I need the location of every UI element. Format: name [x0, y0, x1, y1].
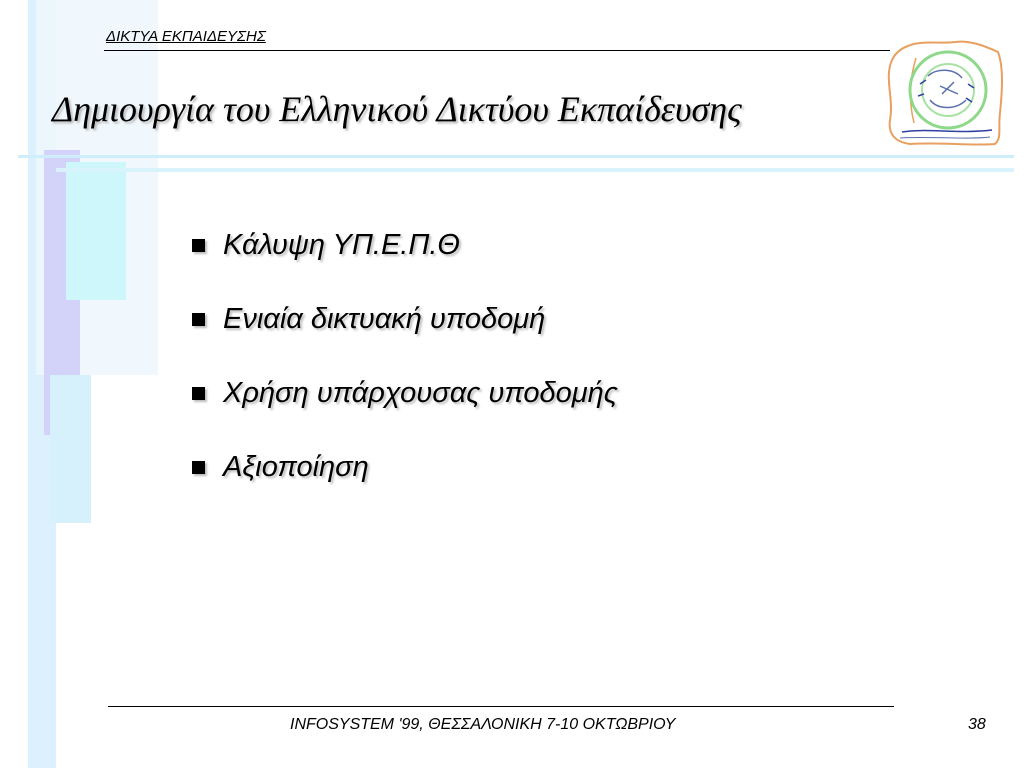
decor-band-horizontal [56, 168, 1014, 172]
bullet-text: Αξιοποίηση [223, 450, 369, 483]
bullet-item [190, 208, 618, 282]
decor-bar-cyan [66, 162, 126, 300]
bullet-item [190, 282, 618, 356]
bullet-text: Ενιαία δικτυακή υποδομή [223, 302, 546, 335]
page-number: 38 [968, 716, 986, 733]
square-bullet-icon [192, 387, 205, 400]
slide-title: Δημιουργία του Ελληνικού Δικτύου Εκπαίδευσης [52, 89, 742, 129]
decor-bar-light-blue [50, 375, 91, 523]
footer-event: INFOSYSTEM '99, ΘΕΣΣΑΛΟΝΙΚΗ 7-10 ΟΚΤΩΒΡΙΟΥ [290, 716, 676, 733]
section-header: ΔΙΚΤΥΑ ΕΚΠΑΙΔΕΥΣΗΣ [106, 28, 266, 45]
header-divider [104, 50, 890, 51]
bullet-text: Κάλυψη ΥΠ.Ε.Π.Θ [223, 228, 460, 261]
square-bullet-icon [192, 239, 205, 252]
bullet-item [190, 356, 618, 430]
bullet-item [190, 430, 618, 504]
square-bullet-icon [192, 313, 205, 326]
bullet-text: Χρήση υπάρχουσας υποδομής [223, 376, 618, 409]
square-bullet-icon [192, 461, 205, 474]
bullet-list [190, 208, 618, 504]
footer-divider [108, 706, 894, 707]
decor-line-horizontal [18, 155, 1014, 158]
conference-logo-icon [880, 38, 1010, 148]
